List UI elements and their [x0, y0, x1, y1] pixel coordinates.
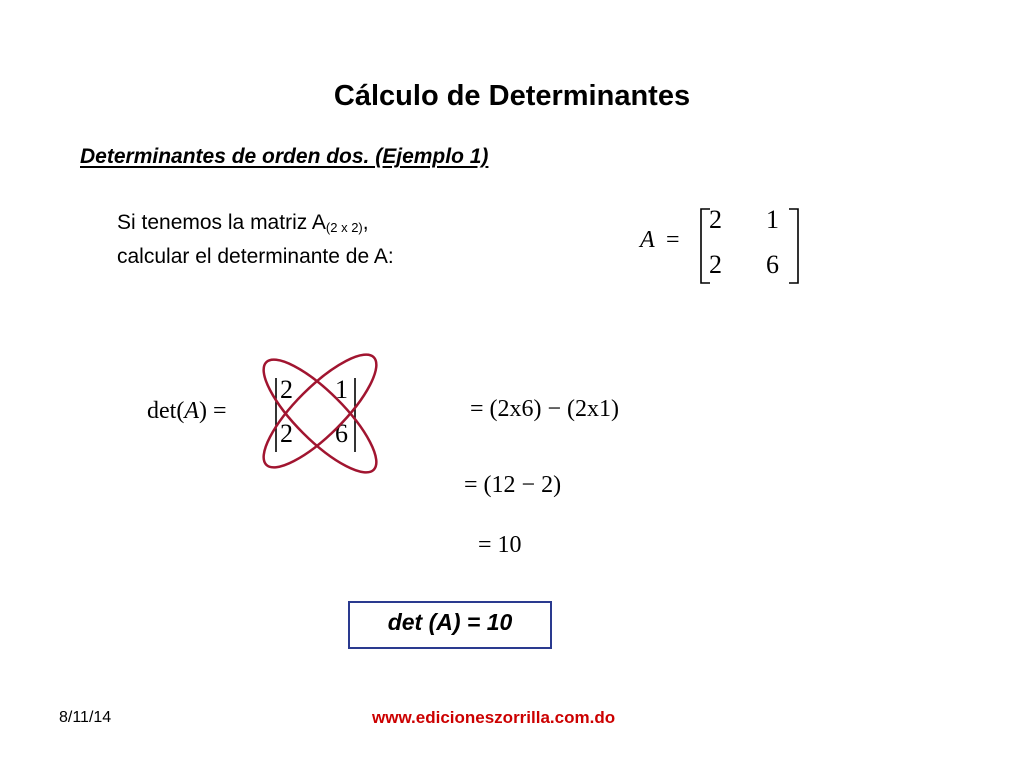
footer-url[interactable]: www.edicioneszorrilla.com.do	[372, 708, 616, 727]
footer-date: 8/11/14	[59, 709, 112, 726]
matrix-cell-r2c1: 2	[709, 250, 722, 279]
det-cell-r2c1: 2	[280, 419, 293, 448]
matrix-right-bracket	[789, 209, 798, 283]
det-cell-r1c2: 1	[335, 375, 348, 404]
det-lhs-var: A	[184, 398, 199, 424]
matrix-cell-r2c2: 6	[766, 250, 779, 279]
slide-subtitle: Determinantes de orden dos. (Ejemplo 1)	[80, 145, 489, 168]
calc-step-1: = (2x6) − (2x1)	[470, 396, 620, 422]
matrix-equals: =	[666, 227, 680, 253]
slide-title: Cálculo de Determinantes	[333, 80, 691, 112]
intro-line1-prefix: Si tenemos la matriz A	[117, 211, 326, 234]
matrix-cell-r1c1: 2	[709, 205, 722, 234]
det-lhs-close: ) =	[198, 398, 227, 424]
main-diagonal-ellipse	[249, 345, 390, 486]
det-cell-r1c1: 2	[280, 375, 293, 404]
matrix-label: A	[640, 227, 655, 253]
det-cell-r2c2: 6	[335, 419, 348, 448]
matrix-left-bracket	[701, 209, 710, 283]
calc-step-3: = 10	[478, 532, 522, 558]
anti-diagonal-ellipse	[249, 340, 390, 481]
result-text: det (A) = 10	[387, 609, 513, 635]
matrix-cell-r1c2: 1	[766, 205, 779, 234]
intro-line2: calcular el determinante de A:	[117, 245, 394, 268]
det-lhs-func: det(	[147, 398, 185, 424]
intro-line1-suffix: ,	[362, 211, 369, 234]
calc-step-2: = (12 − 2)	[464, 472, 562, 498]
intro-subscript: (2 x 2)	[325, 220, 363, 235]
